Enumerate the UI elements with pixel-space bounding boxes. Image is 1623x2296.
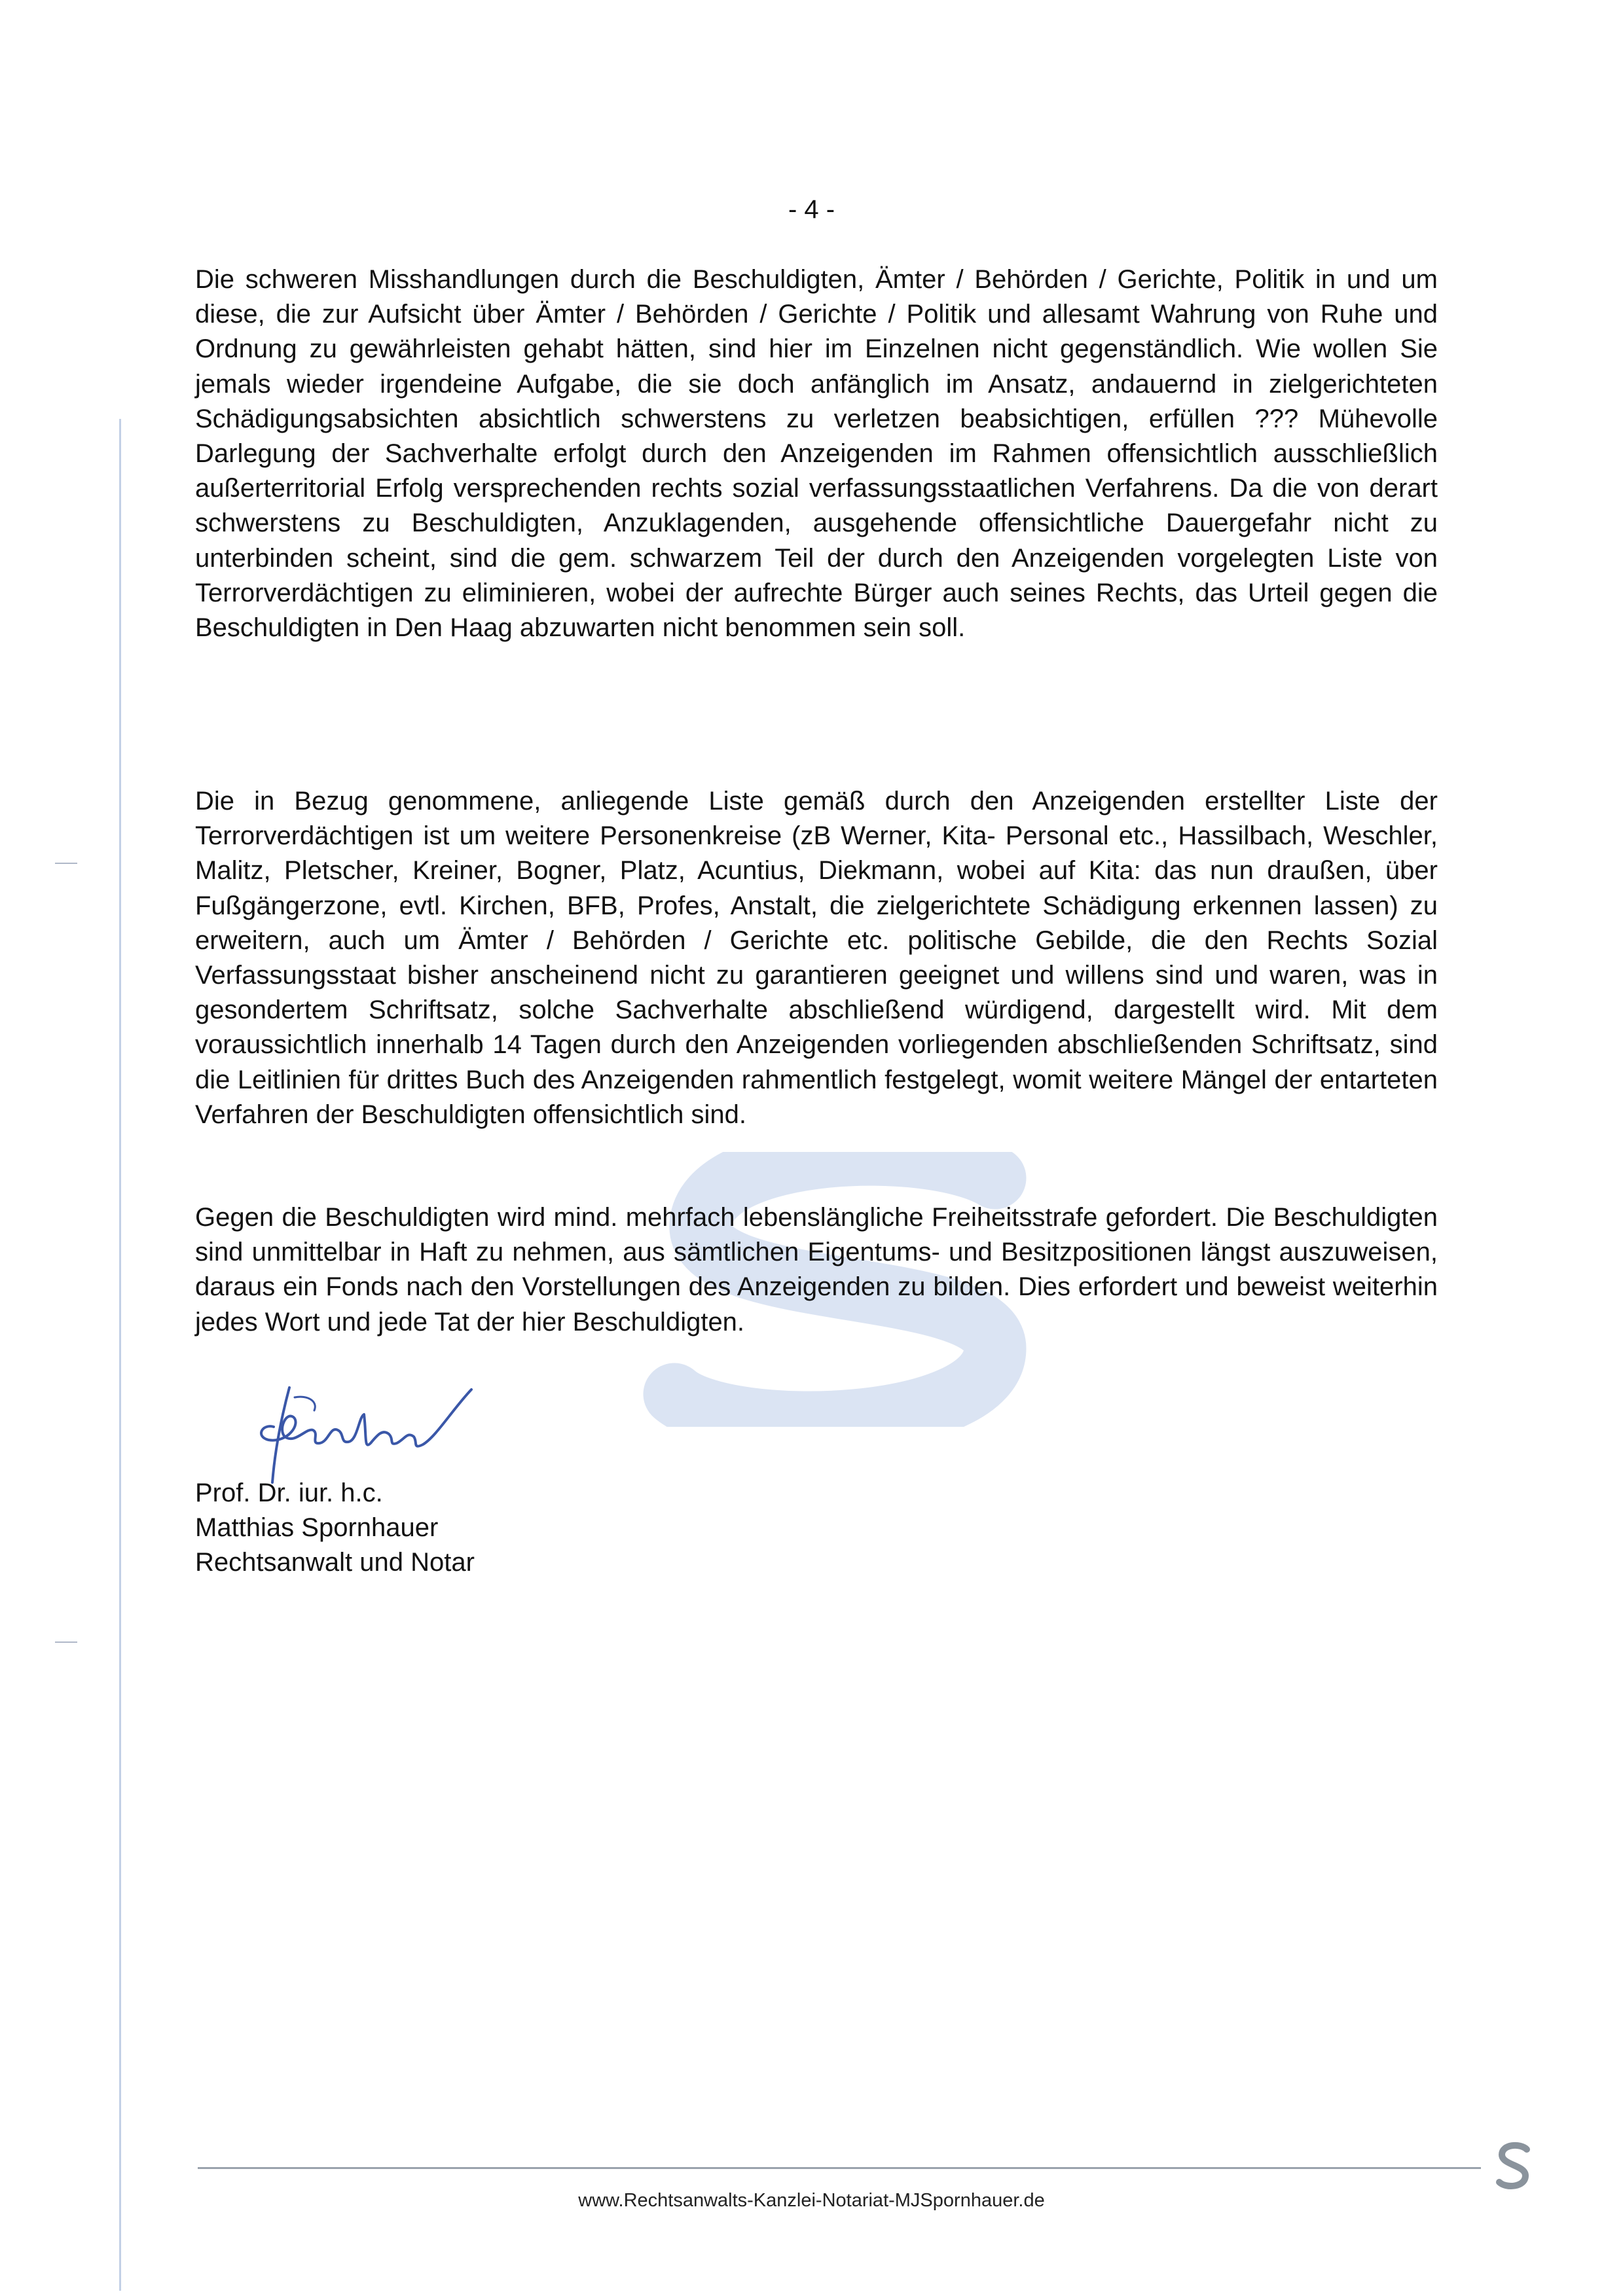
footer-url: www.Rechtsanwalts-Kanzlei-Notariat-MJSpornhauer.de: [578, 2190, 1045, 2211]
signer-title: Prof. Dr. iur. h.c.: [195, 1479, 383, 1507]
footer-divider: [198, 2167, 1481, 2169]
paragraph-3: Gegen die Beschuldigten wird mind. mehrfach lebenslängliche Freiheitsstrafe gefordert. Die Beschuldigten sind unmittelbar in Haft zu nehmen, aus sämtlichen Eigentums- und Besitzpositionen längst auszuweisen, daraus ein Fonds nach den Vorstellungen des Anzeigenden zu bilden. Dies erfordert und beweist weiterhin jedes Wort und jede Tat der hier Beschuldigten.: [195, 1203, 1438, 1336]
left-margin-rule: [119, 419, 121, 2291]
signature-block: [195, 1476, 475, 1581]
signer-role: Rechtsanwalt und Notar: [195, 1548, 475, 1577]
paragraph-1: Die schweren Misshandlungen durch die Beschuldigten, Ämter / Behörden / Gerichte, Politik in und um diese, die zur Aufsicht über Ämter / Behörden / Gerichte / Politik und allesamt Wahrung von Ruhe und Ordnung zu gewährleisten gehabt hätten, sind hier im Einzelnen nicht gegenständlich. Wie wollen Sie jemals wieder irgendeine Aufgabe, die sie doch anfänglich im Ansatz, andauernd in zielgerichteten Schädigungsabsichten absichtlich schwerstens zu verletzen beabsichtigen, erfüllen ??? Mühevolle Darlegung der Sachverhalte erfolgt durch den Anzeigenden im Rahmen offensichtlich ausschließlich außerterritorial Erfolg versprechenden rechts sozial verfassungsstaatlichen Verfahrens. Da die von derart schwerstens zu Beschuldigten, Anzuklagenden, ausgehende offensichtliche Dauergefahr nicht zu unterbinden scheint, sind die gem. schwarzem Teil der durch den Anzeigenden vorgelegten Liste von Terrorverdächtigen zu eliminieren, wobei der aufrechte Bürger auch seines Rechts, das Urteil gegen die Beschuldigten in Den Haag abzuwarten nicht benommen sein soll.: [195, 265, 1438, 643]
paragraph-2: Die in Bezug genommene, anliegende Liste gemäß durch den Anzeigenden erstellter Liste der Terrorverdächtigen ist um weitere Personenkreise (zB Werner, Kita- Personal etc., Hassilbach, Weschler, Malitz, Pletscher, Kreiner, Bogner, Platz, Acuntius, Diekmann, wobei auf Kita: das nun draußen, über Fußgängerzone, evtl. Kirchen, BFB, Profes, Anstalt, die zielgerichtete Schädigung erkennen lassen) zu erweitern, auch um Ämter / Behörden / Gerichte etc. politische Gebilde, die den Rechts Sozial Verfassungsstaat bisher anscheinend nicht zu garantieren geeignet und willens sind und waren, was in gesondertem Schriftsatz, solche Sachverhalte abschließend würdigend, dargestellt wird. Mit dem voraussichtlich innerhalb 14 Tagen durch den Anzeigenden vorliegenden abschließenden Schriftsatz, sind die Leitlinien für drittes Buch des Anzeigenden rahmentlich festgelegt, womit weitere Mängel der entarteten Verfahren der Beschuldigten offensichtlich sind.: [195, 787, 1438, 1129]
handwritten-signature: [242, 1378, 478, 1489]
page-number: - 4 -: [788, 195, 835, 224]
fold-mark: [55, 863, 77, 864]
signer-name: Matthias Spornhauer: [195, 1513, 439, 1543]
punch-mark: [55, 1641, 77, 1643]
section-sign-logo-icon: [1494, 2140, 1533, 2193]
